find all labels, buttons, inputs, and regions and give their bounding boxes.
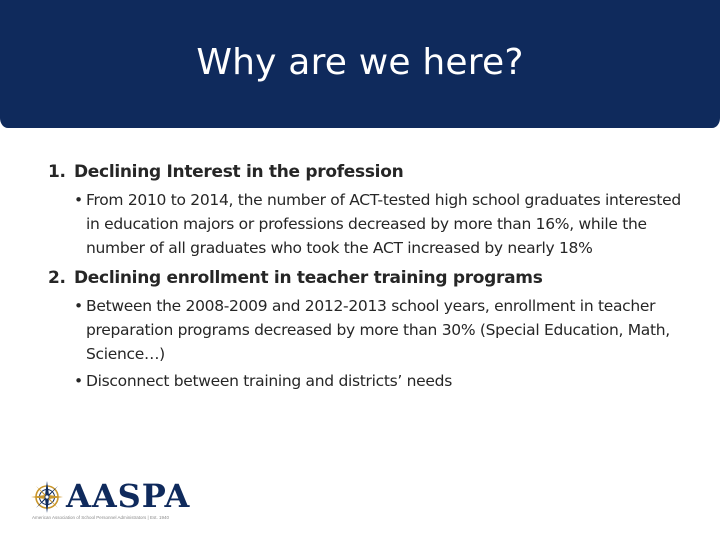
bullet-icon: • (74, 191, 83, 209)
list-item-1 (48, 160, 688, 260)
list-item-number: 2. (48, 268, 66, 288)
list-item-2 (48, 266, 688, 393)
list-item-heading (48, 266, 688, 290)
list-item-heading-text: Declining Interest in the profession (74, 162, 404, 182)
sub-bullet-text: Disconnect between training and districts’ needs (86, 372, 452, 390)
slide-content (48, 160, 688, 399)
bullet-icon: • (74, 297, 83, 315)
sub-list (74, 294, 688, 393)
sub-bullet (74, 294, 688, 366)
list-item-heading (48, 160, 688, 184)
bullet-icon: • (74, 372, 83, 390)
aaspa-logo (30, 478, 200, 522)
sub-bullet-text: Between the 2008-2009 and 2012-2013 school years, enrollment in teacher preparation programs decreased by more than 30% (Special Education, Math, Science…) (86, 297, 670, 363)
slide-title: Why are we here? (196, 42, 524, 83)
logo-wordmark: AASPA (66, 477, 191, 515)
title-banner (0, 0, 720, 128)
list-item-number: 1. (48, 162, 66, 182)
sub-list (74, 188, 688, 260)
sub-bullet (74, 369, 688, 393)
sub-bullet-text: From 2010 to 2014, the number of ACT-tested high school graduates interested in education majors or professions decreased by more than 16%, while the number of all graduates who took the ACT increased by nearly 18% (86, 191, 681, 257)
list-item-heading-text: Declining enrollment in teacher training programs (74, 268, 543, 288)
logo-tagline: American Association of School Personnel Administrators | Est. 1940 (32, 515, 169, 520)
compass-rose-icon (30, 480, 64, 514)
sub-bullet (74, 188, 688, 260)
